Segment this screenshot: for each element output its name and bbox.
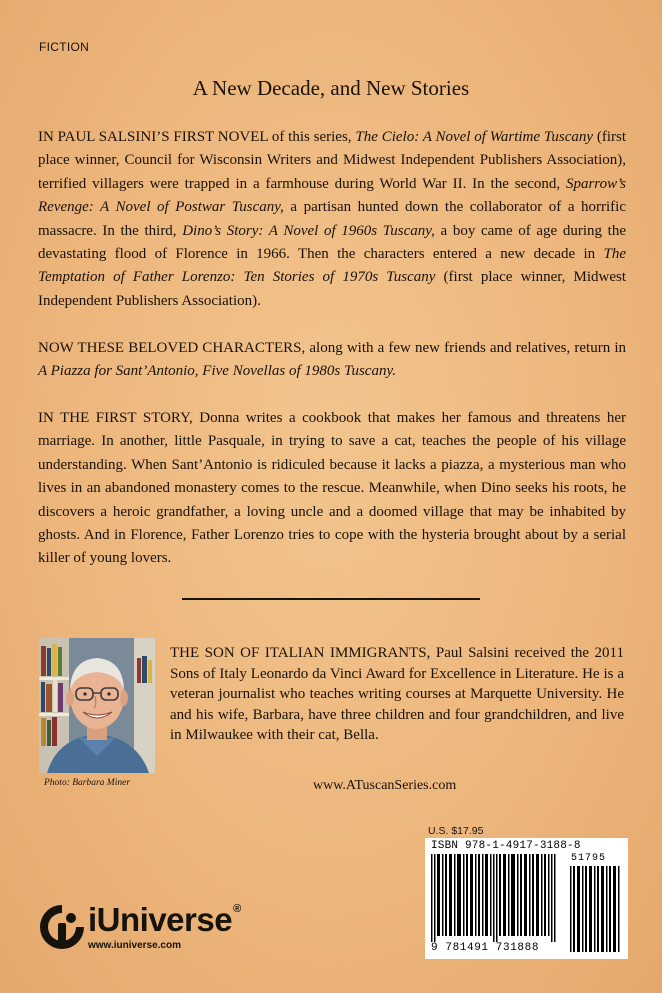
price-label: U.S. $17.95	[428, 825, 484, 837]
synopsis-paragraph-2: NOW THESE BELOVED CHARACTERS, along with a few new friends and relatives, return in A Piazza for Sant’Antonio, Five Novellas of 1980s Tuscany.	[38, 340, 626, 380]
synopsis-paragraph-1: IN PAUL SALSINI’S FIRST NOVEL of this series, The Cielo: A Novel of Wartime Tuscany (first place winner, Council for Wisconsin Writers and Midwest Independent Publishers Association), terrified villagers were trapped in a farmhouse during World War II. In the second, Sparrow’s Revenge: A Novel of Postwar Tuscany, a partisan hunted down the collaborator of a horrific massacre. In the third, Dino’s Story: A Novel of 1960s Tuscany, a boy came of age during the devastating flood of Florence in 1966. Then the characters entered a new decade in The Temptation of Father Lorenzo: Ten Stories of 1970s Tuscany (first place winner, Midwest Independent Publishers Association).	[38, 129, 627, 309]
barcode-bars	[425, 838, 628, 959]
isbn-text: ISBN 978-1-4917-3188-8	[431, 840, 581, 852]
photo-credit: Photo: Barbara Miner	[44, 778, 131, 788]
ean-number: 9 781491 731888	[431, 942, 540, 954]
synopsis-paragraph-3: IN THE FIRST STORY, Donna writes a cookbook that makes her famous and threatens her marriage. In another, little Pasquale, in trying to save a cat, teaches the people of his village understanding. When Sant’Antonio is ridiculed because it lacks a piazza, a mysterious man who lives in an abandoned monastery comes to the rescue. Meanwhile, when Dino seeks his roots, he discovers a heroic grandfather, a loving uncle and a doomed village that may be inhabited by ghosts. And in Florence, Father Lorenzo tries to cope with the hysteria brought about by a serial killer of young lovers.	[38, 410, 626, 567]
publisher-logo	[38, 895, 278, 957]
publisher-name: iUniverse®	[88, 901, 241, 938]
isbn-barcode	[425, 838, 628, 959]
page-title: A New Decade, and New Stories	[192, 76, 470, 100]
publisher-url: www.iuniverse.com	[88, 940, 181, 951]
divider-rule	[182, 598, 480, 600]
category-label: FICTION	[39, 40, 90, 54]
series-website: www.ATuscanSeries.com	[313, 778, 457, 793]
author-photo	[39, 638, 155, 773]
author-bio: THE SON OF ITALIAN IMMIGRANTS, Paul Salsini received the 2011 Sons of Italy Leonardo da Vinci Award for Excellence in Literature. He is a veteran journalist who teaches writing courses at Marquette University. He and his wife, Barbara, have three children and four grandchildren, and live in Milwaukee with their cat, Bella.	[170, 645, 624, 743]
price-addon-number: 51795	[571, 853, 607, 864]
iuniverse-swirl-icon	[38, 903, 86, 951]
